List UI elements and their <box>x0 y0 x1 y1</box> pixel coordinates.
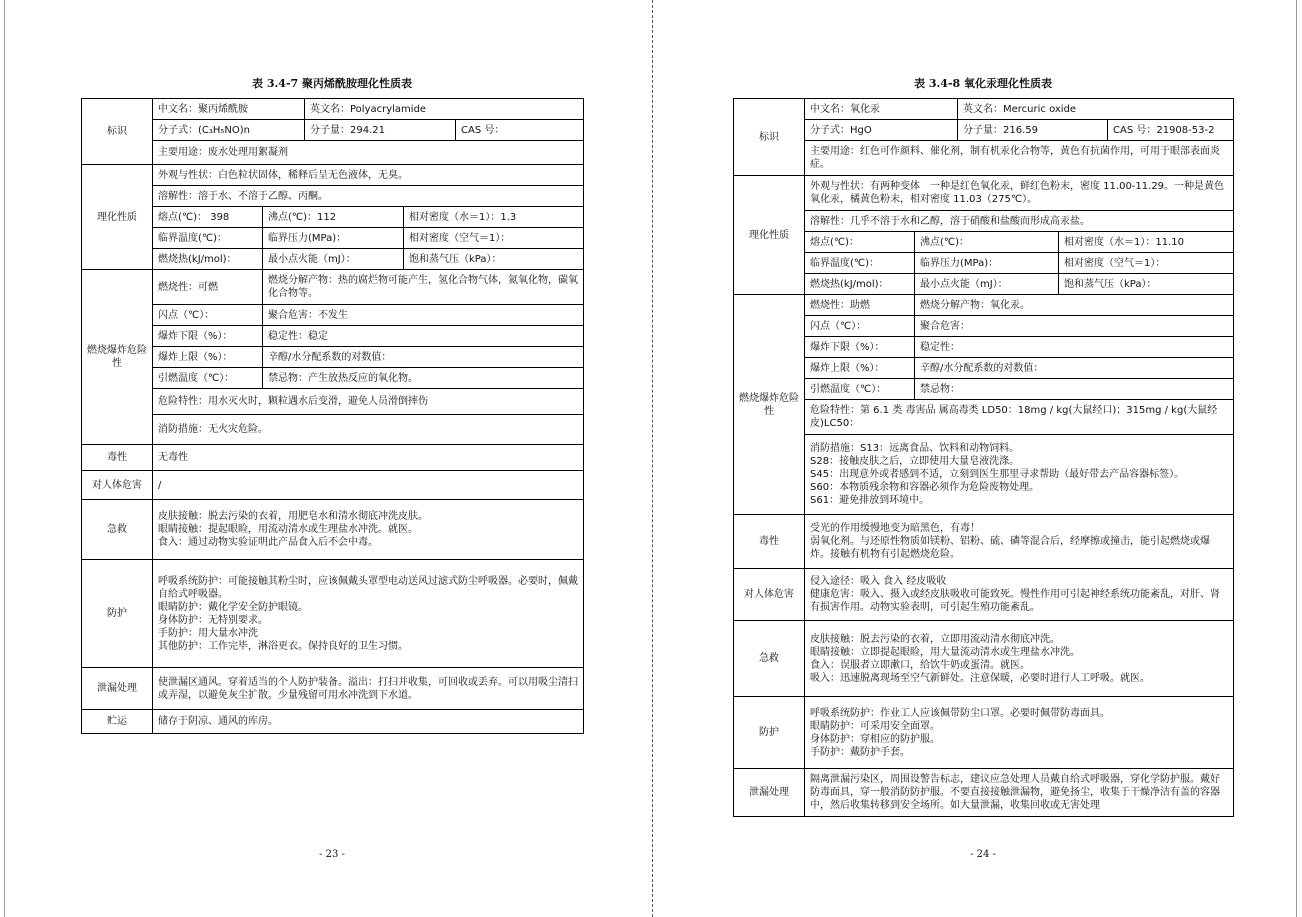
text-line: 手防护：戴防护手套。 <box>810 746 910 758</box>
cell: 聚合危害：不发生 <box>263 305 584 326</box>
cell <box>805 569 1234 621</box>
cell: 最小点火能（mJ）： <box>263 249 404 270</box>
cell: 危险特性：第 6.1 类 毒害品 属高毒类 LD50：18mg / kg(大鼠经口)；315mg / kg(大鼠经皮)LC50： <box>805 400 1234 435</box>
table-row <box>734 358 1234 379</box>
page-edge-left <box>4 0 5 917</box>
cell: 爆炸上限（%）： <box>153 347 263 368</box>
table-row <box>734 232 1234 253</box>
cell: CAS 号：21908-53-2 <box>1108 120 1234 141</box>
table-row <box>82 710 584 734</box>
cell: 中文名：氧化汞 <box>805 99 958 120</box>
table-row <box>734 621 1234 697</box>
table-row <box>82 207 584 228</box>
cell: 危险特性：用水灭火时，颗粒遇水后变滑，避免人员滑倒摔伤 <box>153 389 584 415</box>
text-line: 身体防护：无特别要求。 <box>158 614 268 626</box>
table-row <box>82 445 584 471</box>
table-row <box>82 99 584 120</box>
text-line: 食入：误服者立即漱口，给饮牛奶或蛋清。就医。 <box>810 659 1030 671</box>
row-header-first-aid: 急救 <box>82 500 153 560</box>
text-line: 弱氧化剂。与还原性物质如镁粉、铝粉、硫、磷等混合后，经摩擦或撞击，能引起燃烧或爆炸。接触有机物有引起燃烧危险。 <box>810 536 1210 560</box>
table-row <box>82 305 584 326</box>
cell: 相对密度（空气＝1）： <box>1059 253 1234 274</box>
cell: 爆炸上限（%）： <box>805 358 915 379</box>
cell <box>805 435 1234 515</box>
cell <box>153 500 584 560</box>
table-row <box>734 141 1234 176</box>
row-header-toxicity: 毒性 <box>734 515 805 569</box>
cell: 爆炸下限（%）： <box>805 337 915 358</box>
text-line: 消防措施：S13：远离食品、饮料和动物饲料。 <box>810 443 1020 454</box>
row-header-leak-handling: 泄漏处理 <box>82 668 153 710</box>
cell: 使泄漏区通风。穿着适当的个人防护装备。溢出：打扫并收集，可回收或丢弃。可以用吸尘清扫或弄湿，以避免灰尘扩散。少量残留可用水冲洗到下水道。 <box>153 668 584 710</box>
cell: / <box>153 471 584 500</box>
cell: 辛醇/水分配系数的对数值： <box>915 358 1234 379</box>
table-row <box>734 400 1234 435</box>
cell: 爆炸下限（%）： <box>153 326 263 347</box>
row-header-identification: 标识 <box>734 99 805 176</box>
table-row <box>734 379 1234 400</box>
cell: 隔离泄漏污染区，周围设警告标志，建议应急处理人员戴自给式呼吸器，穿化学防护服。戴好防毒面具，穿一般消防防护服。不要直接接触泄漏物，避免扬尘，收集于干燥净洁有盖的容器中，然后收集转移到安全场所。如大量泄漏，收集回收或无害处理 <box>805 769 1234 817</box>
cell: 相对密度（空气＝1）： <box>404 228 584 249</box>
cell: 溶解性：几乎不溶于水和乙醇，溶于硝酸和盐酸而形成高汞盐。 <box>805 211 1234 232</box>
cell: 分子量：294.21 <box>305 120 456 141</box>
mercuric-oxide-property-table <box>733 98 1234 817</box>
table-row <box>82 347 584 368</box>
cell: 燃烧分解产物：氧化汞。 <box>915 295 1234 316</box>
cell: 燃烧性：助燃 <box>805 295 915 316</box>
text-line: 受光的作用缓慢地变为暗黑色，有毒！ <box>810 523 980 534</box>
page-23 <box>81 0 583 917</box>
cell <box>805 697 1234 769</box>
text-line: 眼睛接触：立即提起眼睑，用大量流动清水或生理盐水冲洗。 <box>810 646 1080 658</box>
cell: 燃烧热(kJ/mol)： <box>153 249 263 270</box>
cell: CAS 号： <box>456 120 584 141</box>
cell: 分子式：(C₃H₅NO)n <box>153 120 305 141</box>
table-row <box>82 165 584 186</box>
table-row <box>82 471 584 500</box>
table-row <box>734 120 1234 141</box>
cell: 稳定性：稳定 <box>263 326 584 347</box>
cell: 临界压力(MPa)： <box>263 228 404 249</box>
table-row <box>82 668 584 710</box>
table-row <box>82 500 584 560</box>
polyacrylamide-property-table <box>81 98 584 734</box>
cell: 相对密度（水＝1）：11.10 <box>1059 232 1234 253</box>
table-row <box>734 697 1234 769</box>
cell: 禁忌物： <box>915 379 1234 400</box>
row-header-health-hazard: 对人体危害 <box>82 471 153 500</box>
cell: 英文名：Mercuric oxide <box>958 99 1234 120</box>
page-number: - 24 - <box>970 849 996 860</box>
table-row <box>734 435 1234 515</box>
page-edge-right <box>1296 0 1297 917</box>
text-line: 其他防护：工作完毕，淋浴更衣。保持良好的卫生习惯。 <box>158 640 408 652</box>
table-title: 表 3.4-7 聚丙烯酰胺理化性质表 <box>251 77 412 90</box>
table-row <box>734 316 1234 337</box>
cell: 分子式：HgO <box>805 120 958 141</box>
row-header-toxicity: 毒性 <box>82 445 153 471</box>
table-row <box>82 389 584 415</box>
cell: 储存于阴凉、通风的库房。 <box>153 710 584 734</box>
cell: 熔点(℃)： <box>805 232 915 253</box>
page-divider <box>652 0 653 917</box>
table-row <box>82 326 584 347</box>
page-24 <box>733 0 1233 917</box>
cell: 燃烧性：可燃 <box>153 270 263 305</box>
row-header-leak-handling: 泄漏处理 <box>734 769 805 817</box>
cell: 临界温度(℃)： <box>805 253 915 274</box>
cell: 临界压力(MPa)： <box>915 253 1059 274</box>
cell: 饱和蒸气压（kPa）： <box>404 249 584 270</box>
page-number: - 23 - <box>319 849 345 860</box>
row-header-protection: 防护 <box>82 560 153 668</box>
table-row <box>734 569 1234 621</box>
cell: 熔点(℃)： 398 <box>153 207 263 228</box>
text-line: 呼吸系统防护：可能接触其粉尘时，应该佩戴头罩型电动送风过滤式防尘呼吸器。必要时，佩戴自给式呼吸器。 <box>158 575 578 600</box>
cell: 燃烧分解产物：热的腐烂物可能产生，氢化合物气体，氮氧化物，碳氧化合物等。 <box>263 270 584 305</box>
cell: 燃烧热(kJ/mol)： <box>805 274 915 295</box>
text-line: 侵入途径：吸入 食入 经皮吸收 <box>810 576 947 587</box>
cell: 聚合危害： <box>915 316 1234 337</box>
text-line: 手防护：用大量水冲洗 <box>158 627 258 639</box>
cell: 最小点火能（mJ）： <box>915 274 1059 295</box>
text-line: 皮肤接触：脱去污染的衣着，用肥皂水和清水彻底冲洗皮肤。 <box>158 511 428 522</box>
cell: 中文名：聚丙烯酰胺 <box>153 99 305 120</box>
text-line: S60：本物质残余物和容器必须作为危险废物处理。 <box>810 482 1040 493</box>
table-row <box>82 228 584 249</box>
text-line: 食入：通过动物实验证明此产品食入后不会中毒。 <box>158 537 378 548</box>
text-line: 皮肤接触：脱去污染的衣着，立即用流动清水彻底冲洗。 <box>810 633 1060 645</box>
cell: 主要用途：废水处理用絮凝剂 <box>153 141 584 165</box>
cell: 外观与性状：有两种变体 一种是红色氧化汞，鲜红色粉末，密度 11.00-11.29。一种是黄色氧化汞，橘黄色粉末，相对密度 11.03（275℃）。 <box>805 176 1234 211</box>
row-header-physicochemical: 理化性质 <box>82 165 153 270</box>
table-row <box>734 176 1234 211</box>
row-header-health-hazard: 对人体危害 <box>734 569 805 621</box>
text-line: 身体防护：穿相应的防护服。 <box>810 733 940 745</box>
table-row <box>734 295 1234 316</box>
row-header-fire-explosion-hazard: 燃烧爆炸危险性 <box>734 295 805 515</box>
cell: 沸点(℃)： <box>915 232 1059 253</box>
table-row <box>82 368 584 389</box>
cell <box>153 560 584 668</box>
cell: 相对密度（水＝1）：1.3 <box>404 207 584 228</box>
table-row <box>734 769 1234 817</box>
row-header-identification: 标识 <box>82 99 153 165</box>
text-line: 眼睛防护：可采用安全面罩。 <box>810 720 940 732</box>
cell: 禁忌物：产生放热反应的氧化物。 <box>263 368 584 389</box>
table-row <box>82 415 584 445</box>
cell <box>805 621 1234 697</box>
row-header-storage: 贮运 <box>82 710 153 734</box>
cell: 引燃温度（℃）： <box>805 379 915 400</box>
row-header-physicochemical: 理化性质 <box>734 176 805 295</box>
table-row <box>82 186 584 207</box>
table-row <box>82 141 584 165</box>
text-line: 眼睛防护：戴化学安全防护眼镜。 <box>158 601 308 613</box>
table-row <box>82 270 584 305</box>
cell: 饱和蒸气压（kPa）： <box>1059 274 1234 295</box>
text-line: 健康危害：吸入、摄入或经皮肤吸收可能致死。慢性作用可引起神经系统功能紊乱，对肝、肾有损害作用。动物实验表明，可引起生殖功能紊乱。 <box>810 589 1220 613</box>
cell: 临界温度(℃)： <box>153 228 263 249</box>
cell: 辛醇/水分配系数的对数值： <box>263 347 584 368</box>
cell: 引燃温度（℃）： <box>153 368 263 389</box>
table-title: 表 3.4-8 氧化汞理化性质表 <box>913 77 1052 90</box>
table-row <box>734 274 1234 295</box>
table-row <box>734 99 1234 120</box>
cell: 闪点（℃）： <box>153 305 263 326</box>
text-line: 吸入：迅速脱离现场至空气新鲜处。注意保暖，必要时进行人工呼吸。就医。 <box>810 672 1150 684</box>
cell: 外观与性状：白色粒状固体，稀释后呈无色液体，无臭。 <box>153 165 584 186</box>
text-line: S28：接触皮肤之后，立即使用大量皂液洗涤。 <box>810 456 1020 467</box>
table-row <box>734 515 1234 569</box>
row-header-protection: 防护 <box>734 697 805 769</box>
cell: 消防措施：无火灾危险。 <box>153 415 584 445</box>
cell: 闪点（℃）： <box>805 316 915 337</box>
cell: 英文名：Polyacrylamide <box>305 99 584 120</box>
cell: 溶解性：溶于水、不溶于乙醇、丙酮。 <box>153 186 584 207</box>
table-row <box>734 211 1234 232</box>
table-row <box>734 337 1234 358</box>
cell <box>805 515 1234 569</box>
cell: 沸点(℃)：112 <box>263 207 404 228</box>
row-header-fire-explosion-hazard: 燃烧爆炸危险性 <box>82 270 153 445</box>
cell: 无毒性 <box>153 445 584 471</box>
cell: 分子量：216.59 <box>958 120 1108 141</box>
table-row <box>82 249 584 270</box>
text-line: 眼睛接触：提起眼睑，用流动清水或生理盐水冲洗。就医。 <box>158 524 418 535</box>
cell: 主要用途：红色可作颜料、催化剂，制有机汞化合物等，黄色有抗菌作用，可用于眼部表面炎症。 <box>805 141 1234 176</box>
text-line: 呼吸系统防护：作业工人应该佩带防尘口罩。必要时佩带防毒面具。 <box>810 707 1110 719</box>
cell: 稳定性： <box>915 337 1234 358</box>
row-header-first-aid: 急救 <box>734 621 805 697</box>
text-line: S61：避免排放到环境中。 <box>810 495 930 506</box>
text-line: S45：出现意外或者感到不适，立刻到医生那里寻求帮助（最好带去产品容器标签）。 <box>810 469 1185 480</box>
table-row <box>82 560 584 668</box>
table-row <box>82 120 584 141</box>
table-row <box>734 253 1234 274</box>
